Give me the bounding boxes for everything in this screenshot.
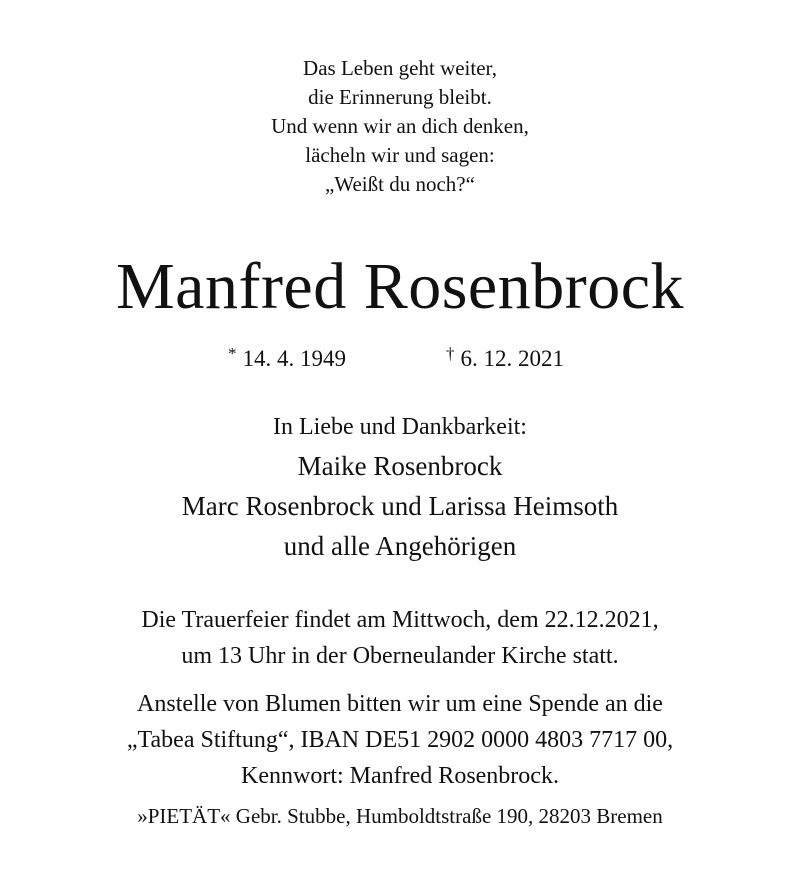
donation-line: Kennwort: Manfred Rosenbrock. [241, 763, 559, 789]
poem-line: die Erinnerung bleibt. [308, 85, 492, 109]
birth-date-group [228, 338, 346, 375]
mourner-name: Maike Rosenbrock [297, 451, 503, 481]
death-date: 6. 12. 2021 [460, 346, 564, 371]
undertaker-info: »PIETÄT« Gebr. Stubbe, Humboldtstraße 190, 28203 Bremen [137, 804, 663, 828]
mourners-section [0, 408, 800, 566]
memorial-poem [0, 54, 800, 199]
death-date-group [446, 338, 564, 375]
deceased-name: Manfred Rosenbrock [115, 250, 684, 323]
mourners-intro: In Liebe und Dankbarkeit: [273, 414, 527, 440]
poem-line: lächeln wir und sagen: [305, 143, 495, 167]
service-line: um 13 Uhr in der Oberneulander Kirche statt. [181, 643, 619, 669]
death-cross-icon: † [446, 344, 455, 363]
poem-line: Das Leben geht weiter, [303, 56, 497, 80]
donation-line: „Tabea Stiftung“, IBAN DE51 2902 0000 4803 7717 00, [126, 727, 674, 753]
poem-line: „Weißt du noch?“ [325, 172, 475, 196]
mourner-name: und alle Angehörigen [283, 531, 517, 561]
donation-request [0, 686, 800, 794]
poem-line: Und wenn wir an dich denken, [271, 114, 529, 138]
mourner-name: Marc Rosenbrock und Larissa Heimsoth [181, 491, 619, 521]
birth-star-icon: * [228, 344, 237, 363]
service-line: Die Trauerfeier findet am Mittwoch, dem 22.12.2021, [141, 607, 659, 633]
birth-date: 14. 4. 1949 [242, 346, 346, 371]
donation-line: Anstelle von Blumen bitten wir um eine Spende an die [137, 691, 663, 717]
funeral-service-info [0, 602, 800, 674]
